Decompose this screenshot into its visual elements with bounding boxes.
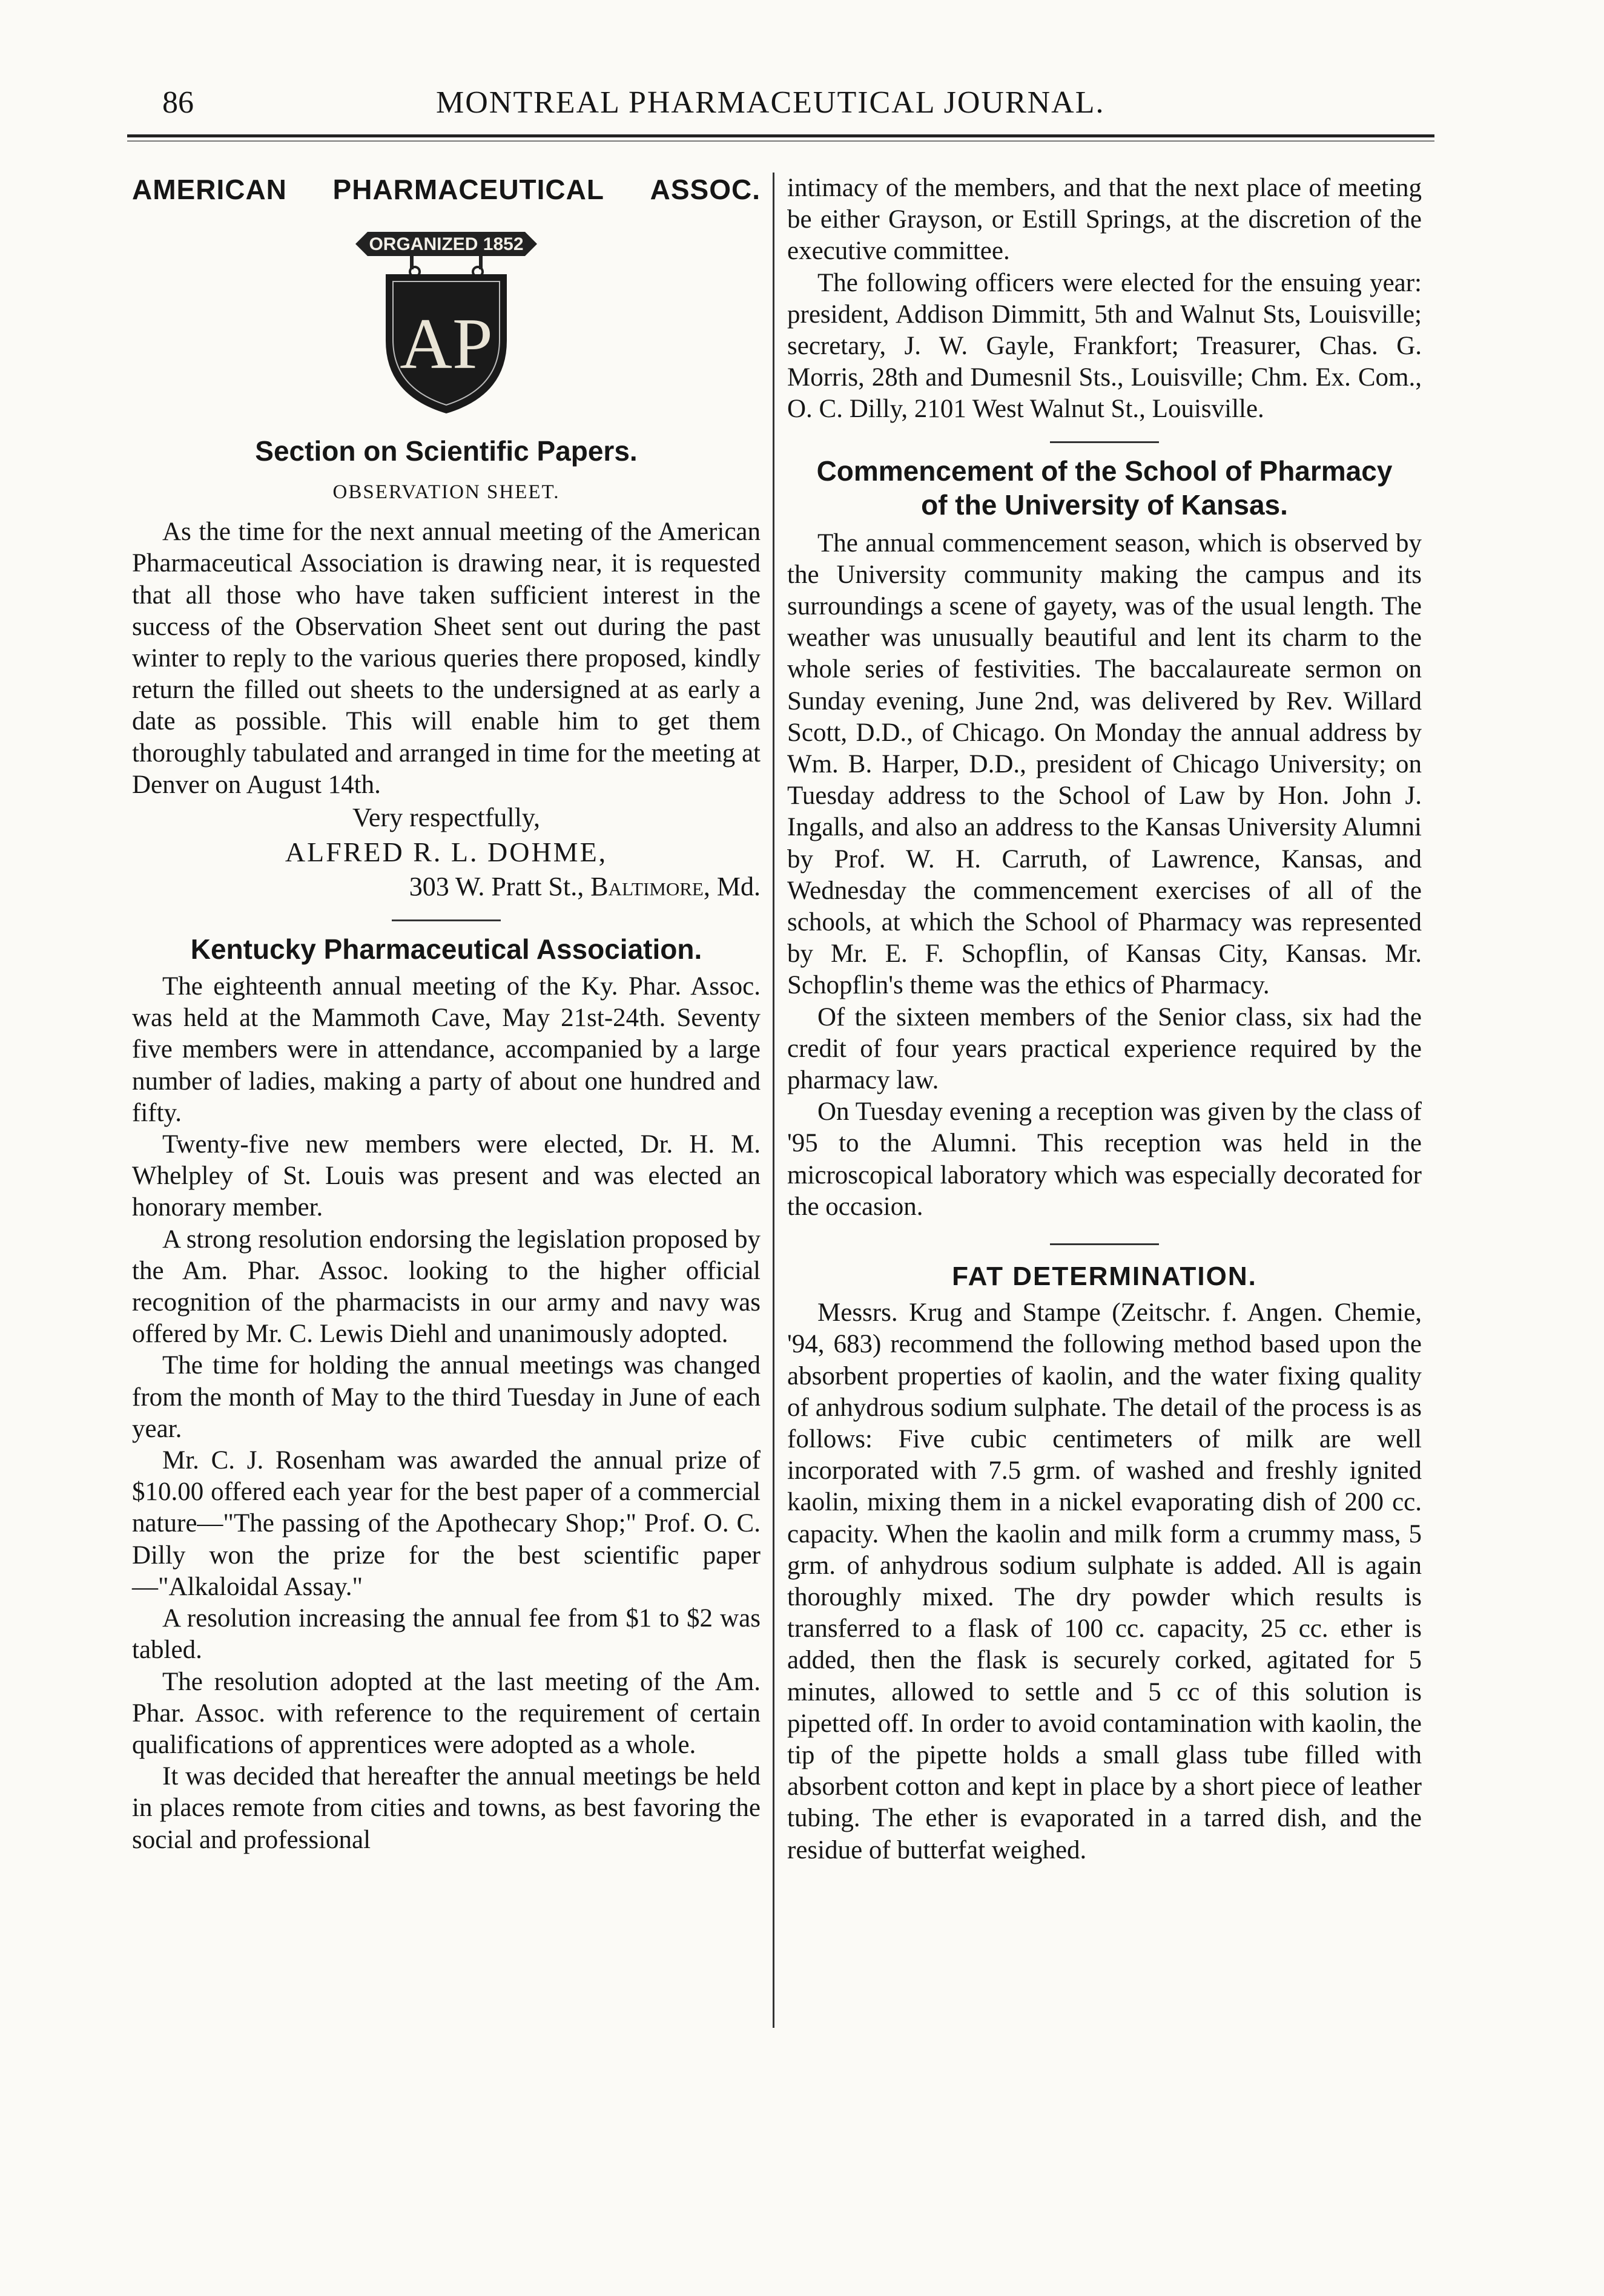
observation-subheading: OBSERVATION SHEET. [332, 481, 560, 503]
column-divider [773, 173, 774, 2028]
apa-heading [132, 173, 761, 206]
kentucky-paragraph: Mr. C. J. Rosenham was awarded the annual prize of $10.00 offered each year for the best paper of a commercial nature—"The passing of the Apothecary Shop;" Prof. O. C. Dilly won the prize for the best scientific paper—"Alkaloidal Assay." [132, 1446, 761, 1601]
kansas-paragraph: On Tuesday evening a reception was given by the class of '95 to the Alumni. This reception was held in the microscopical laboratory which was especially decorated for the occasion. [787, 1097, 1422, 1221]
apa-heading-word: AMERICAN [132, 174, 287, 205]
kentucky-paragraph: A strong resolution endorsing the legislation proposed by the Am. Phar. Assoc. looking to the higher official recognition of the pharmacists in our army and navy was offered by Mr. C. Lewis Diehl and unanimously adopted. [132, 1225, 761, 1349]
kentucky-paragraph: The eighteenth annual meeting of the Ky. Phar. Assoc. was held at the Mammoth Cave, May 21st-24th. Seventy five members were in attendance, accompanied by a large number of ladies, making a party of about one hundred and fifty. [132, 972, 761, 1127]
observation-paragraph: As the time for the next annual meeting of the American Pharmaceutical Association is drawing near, it is requested that all those who have taken sufficient interest in the success of the Observation Sheet sent out during the past winter to reply to the various queries there proposed, kindly return the filled out sheets to the undersigned at as early a date as possible. This will enable him to get them thoroughly tabulated and arranged in time for the meeting at Denver on August 14th. [132, 518, 761, 799]
officers-paragraph: The following officers were elected for the ensuing year: president, Addison Dimmitt, 5th and Walnut Sts, Louisville; secretary, J. W. Gayle, Frankfort; Treasurer, Chas. G. Morris, 28th and Dumesnil Sts., Louisville; Chm. Ex. Com., O. C. Dilly, 2101 West Walnut St., Louisville. [787, 268, 1422, 424]
kentucky-paragraph: A resolution increasing the annual fee from $1 to $2 was tabled. [132, 1604, 761, 1665]
closing: Very respectfully, [352, 803, 540, 833]
fat-determination-heading: FAT DETERMINATION. [952, 1261, 1257, 1292]
address-state: , Md. [703, 872, 761, 902]
kansas-paragraph: Of the sixteen members of the Senior class, six had the credit of four years practical experience required by the pharmacy law. [787, 1002, 1422, 1095]
fat-determination-paragraph: Messrs. Krug and Stampe (Zeitschr. f. Angen. Chemie, '94, 683) recommend the following method based upon the absorbent properties of kaolin, and the water fixing quality of anhydrous sodium sulphate. The detail of the process is as follows: Five cubic centimeters of milk are well incorporated with 7.5 grm. of washed and freshly ignited kaolin, mixing them in a nickel evaporating dish of 200 cc. capacity. When the kaolin and milk form a crummy mass, 5 grm. of anhydrous sodium sulphate is added. All is again thoroughly mixed. The dry powder which results is transferred to a flask of 100 cc. capacity, 25 cc. ether is added, then the flask is securely corked, agitated for 5 minutes, allowed to settle and 5 cc of this solution is pipetted off. In order to avoid contamination with kaolin, the tip of the pipette holds a small glass tube filled with absorbent cotton and kept in place by a short piece of leather tubing. The ether is evaporated in a tarred dish, and the residue of butterfat weighed. [787, 1298, 1422, 1864]
kansas-heading-line1: Commencement of the School of Pharmacy [816, 455, 1393, 487]
address-city: Baltimore [590, 872, 704, 902]
apa-heading-word: PHARMACEUTICAL [332, 174, 604, 205]
kentucky-continued-paragraph: intimacy of the members, and that the next place of meeting be either Grayson, or Estill Springs, at the discretion of the executive committee. [787, 174, 1422, 266]
section-divider [1050, 441, 1159, 443]
kansas-paragraph: The annual commencement season, which is observed by the University community making the campus and its surroundings a scene of gayety, was of the usual length. The weather was unusually beautiful and lent its charm to the whole series of festivities. The baccalaureate sermon on Sunday evening, June 2nd, was delivered by Rev. Willard Scott, D.D., of Chicago. On Monday the annual address by Wm. B. Harper, D.D., president of Chicago University; on Tuesday address to the School of Law by Hon. John J. Ingalls, and also an address to the Kansas University Alumni by Prof. W. H. Carruth, of Lawrence, Kansas, and Wednesday the commencement exercises of all of the schools, at which the School of Pharmacy was represented by Mr. E. F. Schopflin, of Kansas City, Kansas. Mr. Schopflin's theme was the ethics of Pharmacy. [787, 528, 1422, 1000]
kentucky-heading: Kentucky Pharmaceutical Association. [190, 933, 702, 965]
kansas-heading-line2: of the University of Kansas. [921, 488, 1288, 521]
apa-heading-word: ASSOC. [650, 174, 761, 205]
section-divider [1050, 1243, 1159, 1245]
section-heading: Section on Scientific Papers. [255, 435, 638, 467]
kentucky-paragraph: Twenty-five new members were elected, Dr. H. M. Whelpley of St. Louis was present and was elected an honorary member. [132, 1130, 761, 1222]
kentucky-paragraph: The time for holding the annual meetings was changed from the month of May to the third Tuesday in June of each year. [132, 1351, 761, 1443]
kentucky-paragraph: The resolution adopted at the last meeting of the Am. Phar. Assoc. with reference to the requirement of certain qualifications of apprentices were adopted as a whole. [132, 1667, 761, 1759]
signature-address [132, 870, 761, 904]
running-head: MONTREAL PHARMACEUTICAL JOURNAL. [436, 85, 1105, 120]
kentucky-paragraph: It was decided that hereafter the annual meetings be held in places remote from cities and towns, as best favoring the social and professional [132, 1762, 761, 1854]
header-rule [127, 134, 1434, 137]
header-rule-thin [127, 140, 1434, 142]
badge-monogram: AP [400, 303, 493, 384]
badge-banner-text: ORGANIZED 1852 [369, 234, 524, 254]
apa-badge-emblem [343, 214, 549, 419]
signature-name: ALFRED R. L. DOHME, [285, 837, 608, 868]
section-divider [392, 919, 501, 921]
page-number: 86 [162, 85, 194, 120]
address-street: 303 W. Pratt St., [409, 872, 591, 902]
right-column [787, 173, 1422, 1866]
left-column [132, 173, 761, 1856]
